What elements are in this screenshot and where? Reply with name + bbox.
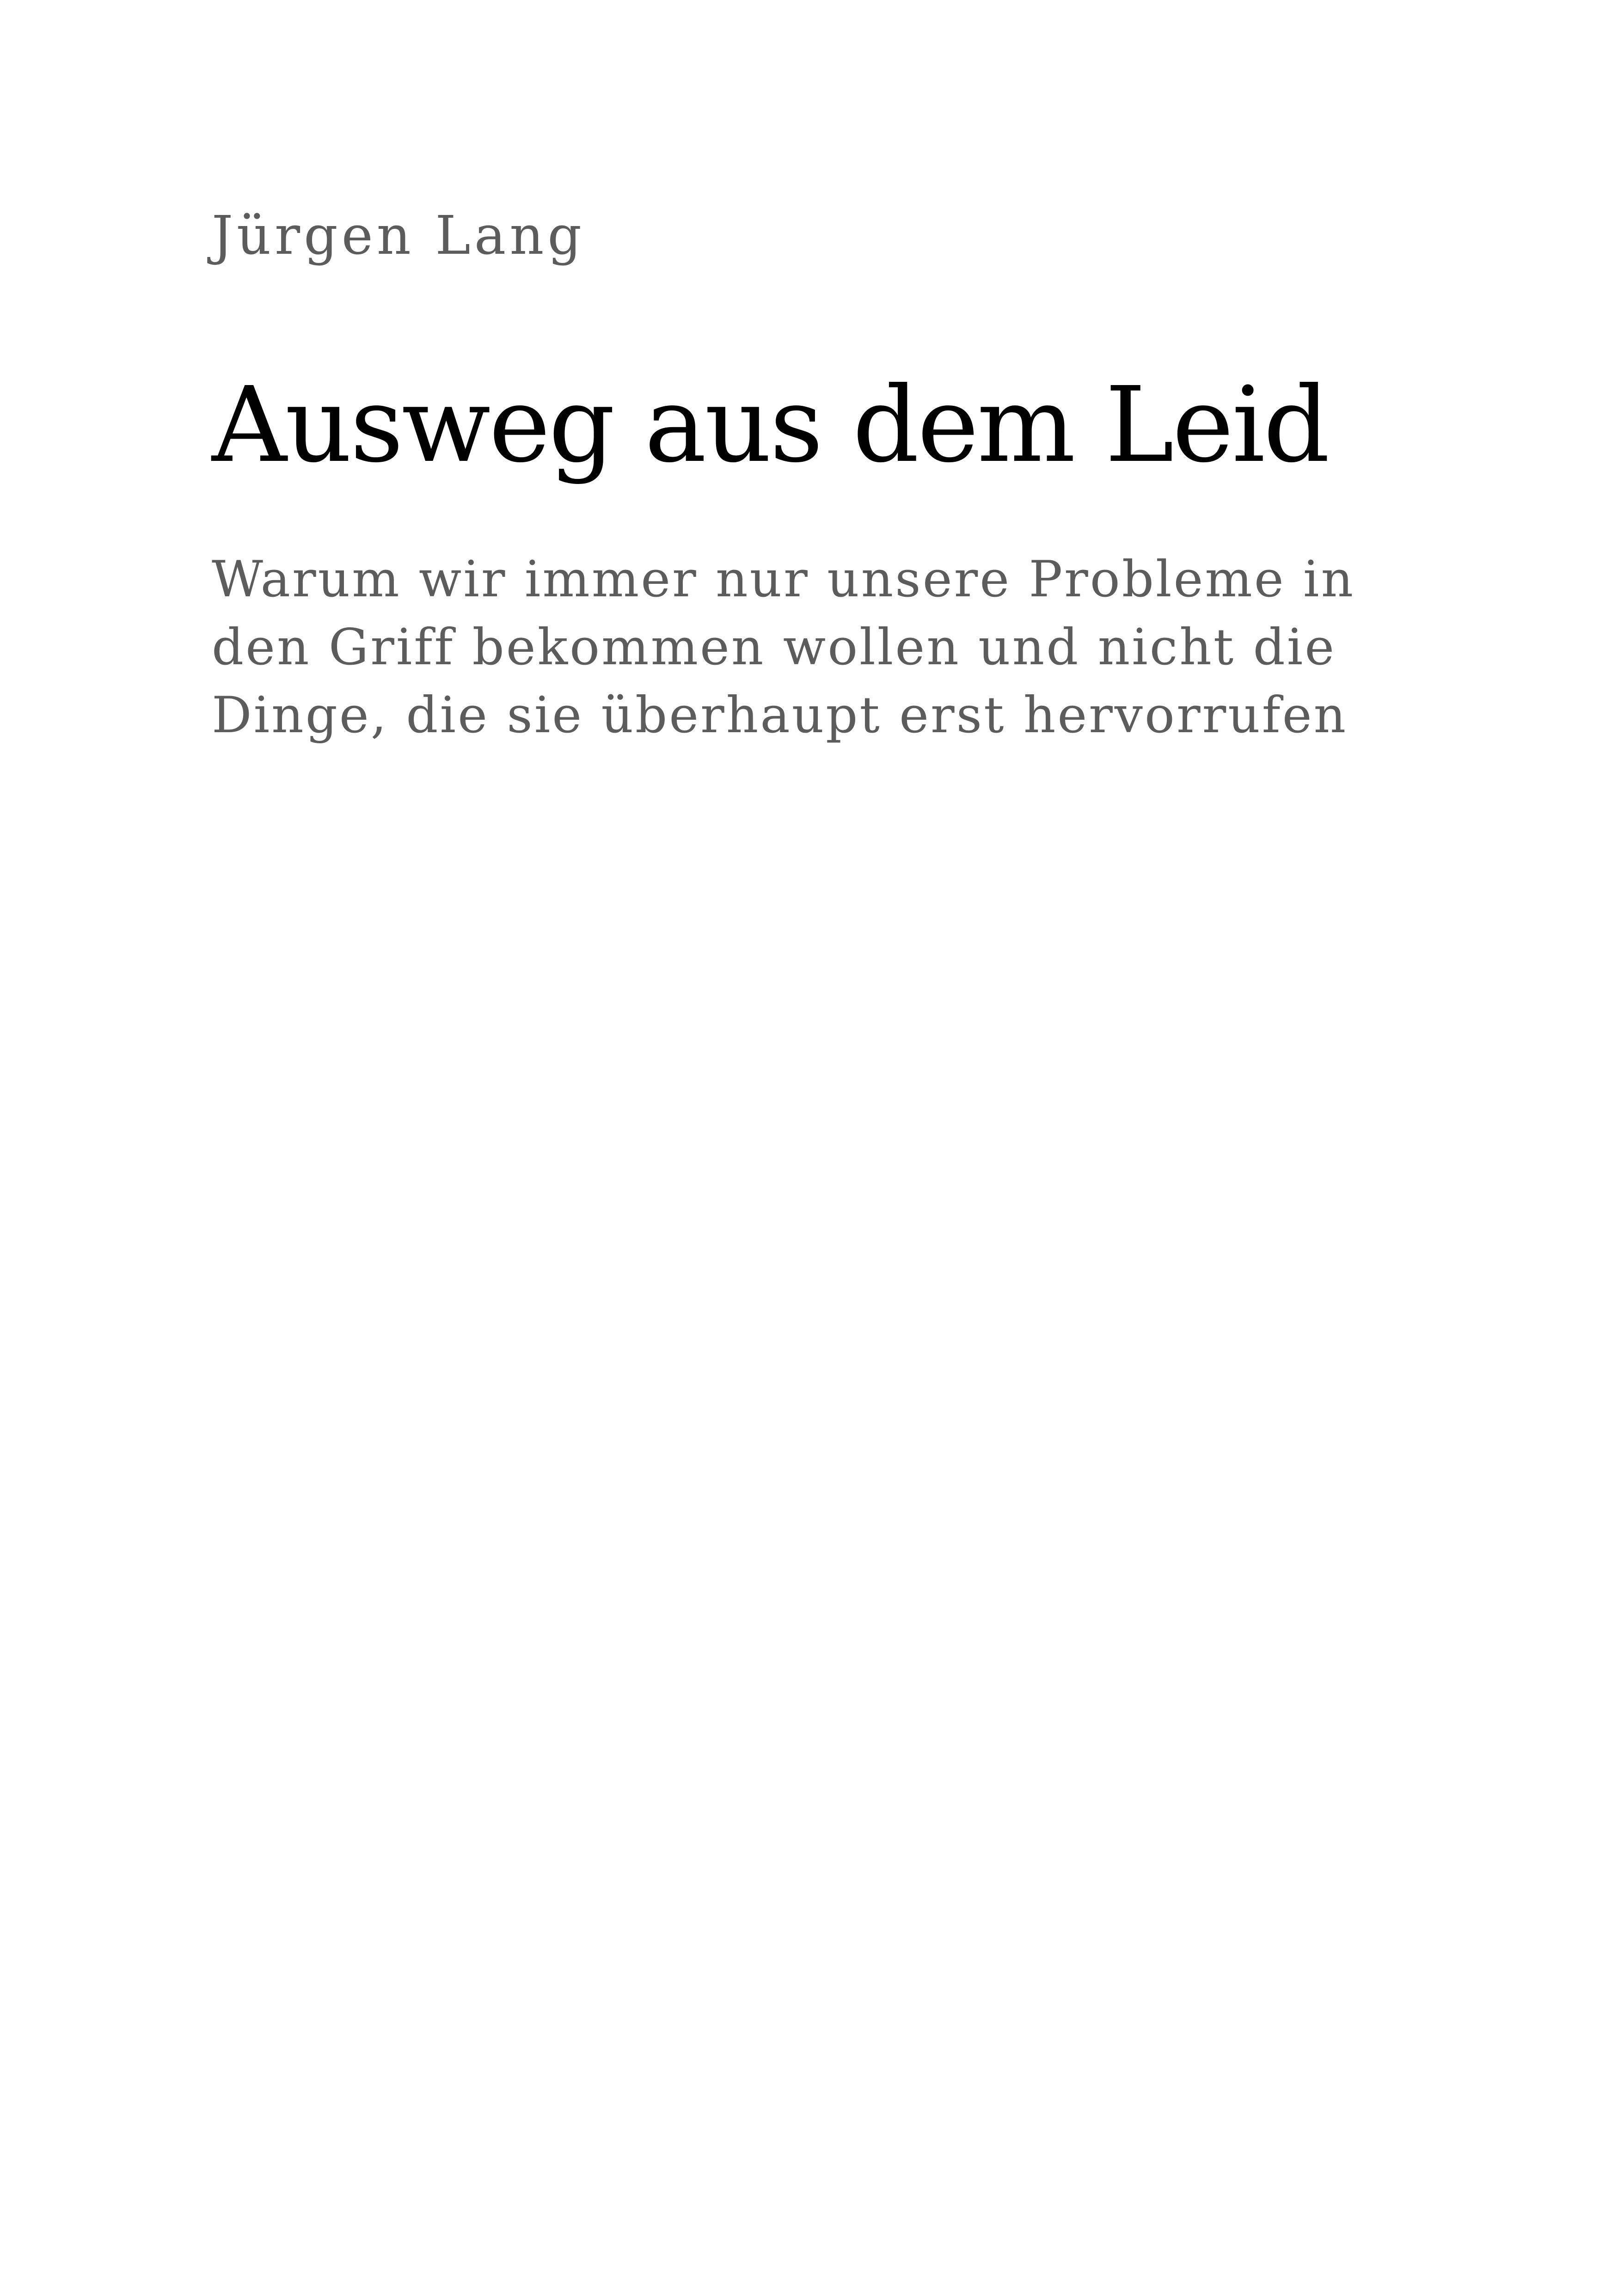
subtitle-line: Dinge, die sie überhaupt erst hervorrufen: [212, 686, 1348, 744]
subtitle-line: den Griff bekommen wollen und nicht die: [212, 618, 1336, 676]
subtitle-line: Warum wir immer nur unsere Probleme in: [212, 551, 1355, 608]
book-title: Ausweg aus dem Leid: [212, 365, 1328, 486]
book-subtitle: [212, 545, 1460, 749]
author-name: Jürgen Lang: [212, 205, 586, 267]
